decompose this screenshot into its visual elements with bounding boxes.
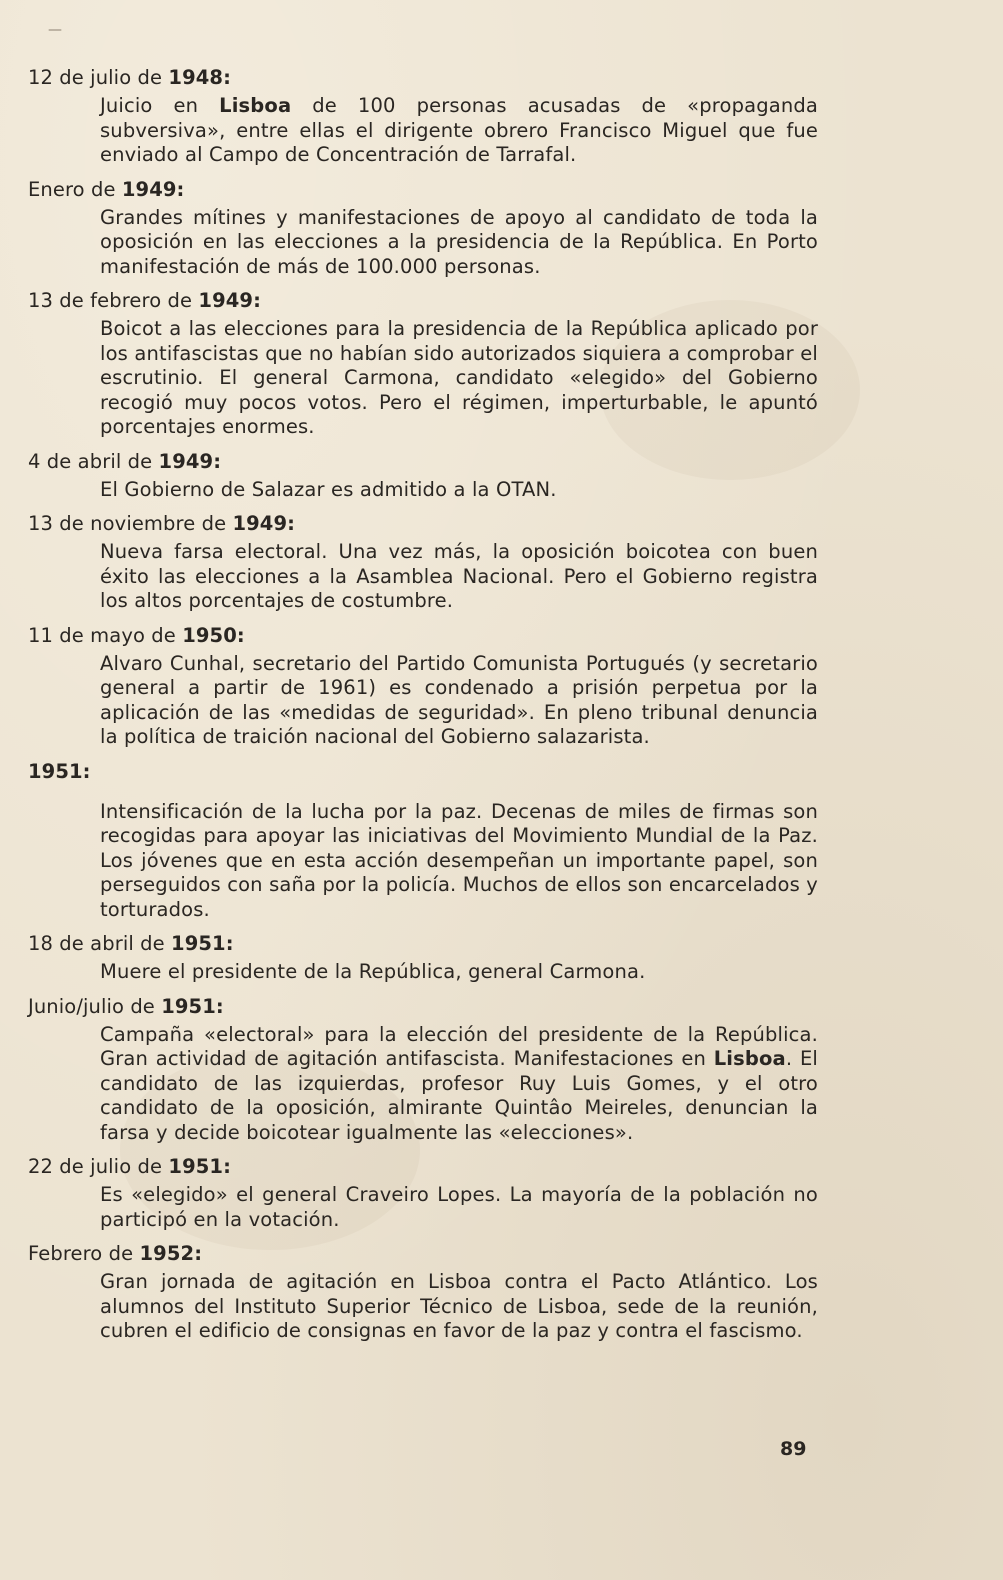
entry-year: 1951: (161, 994, 224, 1018)
entry-date-prefix: 18 de abril de (28, 932, 172, 955)
entry-date-prefix: 13 de noviembre de (28, 512, 233, 535)
entry-date-prefix: Junio/julio de (28, 994, 162, 1018)
entry-text: Muere el presidente de la República, general Carmona. (100, 960, 646, 983)
entry-year: 1949: (198, 289, 261, 312)
entry-text: Gran jornada de agitación en Lisboa contra el Pacto Atlántico. Los alumnos del Instituto Superior Técnico de Lisboa, sede de la reunión, cubren el edificio de consignas en favor de la paz y contra el fascismo. (100, 1270, 818, 1342)
entry-description (100, 206, 818, 280)
entry-date (28, 1242, 818, 1266)
entry-text: de 100 personas acusadas de «propaganda subversiva», entre ellas el dirigente obrero Francisco Miguel que fue enviado al Campo de Concentración de Tarrafal. (100, 94, 818, 166)
chronology-entry (28, 1155, 818, 1232)
entry-text: El Gobierno de Salazar es admitido a la OTAN. (100, 477, 557, 501)
entry-description (100, 960, 818, 985)
entry-text: . El candidato de las izquierdas, profesor Ruy Luis Gomes, y el otro candidato de la oposición, almirante Quintâo Meireles, denuncian la farsa y decide boicotear igualmente las «elecciones». (100, 1047, 818, 1144)
entry-date (28, 760, 818, 784)
entry-year: 1951: (28, 759, 91, 783)
entry-date (28, 450, 818, 474)
entry-text: Es «elegido» el general Craveiro Lopes. La mayoría de la población no participó en la votación. (100, 1183, 818, 1231)
chronology-list (28, 66, 818, 1354)
chronology-entry (28, 450, 818, 503)
entry-year: 1951: (168, 1155, 231, 1178)
entry-date (28, 624, 818, 648)
entry-date (28, 995, 818, 1019)
entry-text: Grandes mítines y manifestaciones de apoyo al candidato de toda la oposición en las elecciones a la presidencia de la República. En Porto manifestación de más de 100.000 personas. (100, 205, 818, 278)
entry-date-prefix: 22 de julio de (28, 1155, 169, 1178)
entry-text: Boicot a las elecciones para la presidencia de la República aplicado por los antifascistas que no habían sido autorizados siquiera a comprobar el escrutinio. El general Carmona, candidato «elegido» del Gobierno recogió muy pocos votos. Pero el régimen, imperturbable, le apuntó porcentajes enormes. (100, 317, 818, 438)
entry-year: 1952: (139, 1242, 203, 1265)
entry-date (28, 289, 818, 313)
entry-text: Nueva farsa electoral. Una vez más, la oposición boicotea con buen éxito las elecciones a la Asamblea Nacional. Pero el Gobierno registra los altos porcentajes de costumbre. (100, 540, 818, 612)
chronology-entry (28, 760, 818, 923)
entry-year: 1949: (158, 449, 222, 473)
entry-year: 1951: (171, 932, 234, 955)
chronology-entry (28, 289, 818, 440)
entry-description (100, 1183, 818, 1232)
entry-date-prefix: 12 de julio de (28, 66, 169, 89)
entry-year: 1949: (232, 512, 296, 535)
entry-year: 1950: (182, 623, 245, 647)
entry-text: Campaña «electoral» para la elección del presidente de la República. Gran actividad de agitación antifascista. Manifestaciones en (100, 1022, 818, 1070)
entry-date (28, 178, 818, 202)
entry-date (28, 512, 818, 536)
entry-date-prefix: Enero de (28, 177, 122, 201)
chronology-entry (28, 512, 818, 614)
chronology-entry (28, 178, 818, 280)
chronology-entry (28, 66, 818, 168)
entry-date-prefix: Febrero de (28, 1242, 140, 1265)
entry-description (100, 94, 818, 168)
entry-description (100, 800, 818, 923)
entry-description (100, 317, 818, 440)
entry-description (100, 1023, 818, 1146)
entry-text: Juicio en (100, 94, 220, 117)
entry-date (28, 1155, 818, 1179)
entry-date-prefix: 4 de abril de (28, 449, 159, 473)
entry-date-prefix: 13 de febrero de (28, 289, 199, 312)
entry-year: 1949: (121, 177, 185, 201)
entry-date (28, 932, 818, 956)
chronology-entry (28, 932, 818, 985)
entry-emphasis: Lisboa (219, 94, 292, 117)
entry-date-prefix: 11 de mayo de (28, 623, 183, 647)
scan-mark: — (48, 22, 62, 38)
chronology-entry (28, 624, 818, 750)
entry-year: 1948: (168, 66, 231, 89)
chronology-entry (28, 995, 818, 1146)
entry-date (28, 66, 818, 90)
entry-description (100, 1270, 818, 1344)
entry-text: Alvaro Cunhal, secretario del Partido Comunista Portugués (y secretario general a partir de 1961) es condenado a prisión perpetua por la aplicación de las «medidas de seguridad». En pleno tribunal denuncia la política de traición nacional del Gobierno salazarista. (100, 651, 818, 748)
entry-description (100, 652, 818, 750)
entry-emphasis: Lisboa (713, 1047, 786, 1070)
entry-description (100, 540, 818, 614)
chronology-entry (28, 1242, 818, 1344)
page-number: 89 (780, 1438, 807, 1460)
entry-description (100, 478, 818, 503)
entry-text: Intensificación de la lucha por la paz. Decenas de miles de firmas son recogidas para apoyar las iniciativas del Movimiento Mundial de la Paz. Los jóvenes que en esta acción desempeñan un importante papel, son perseguidos con saña por la policía. Muchos de ellos son encarcelados y torturados. (100, 799, 818, 921)
